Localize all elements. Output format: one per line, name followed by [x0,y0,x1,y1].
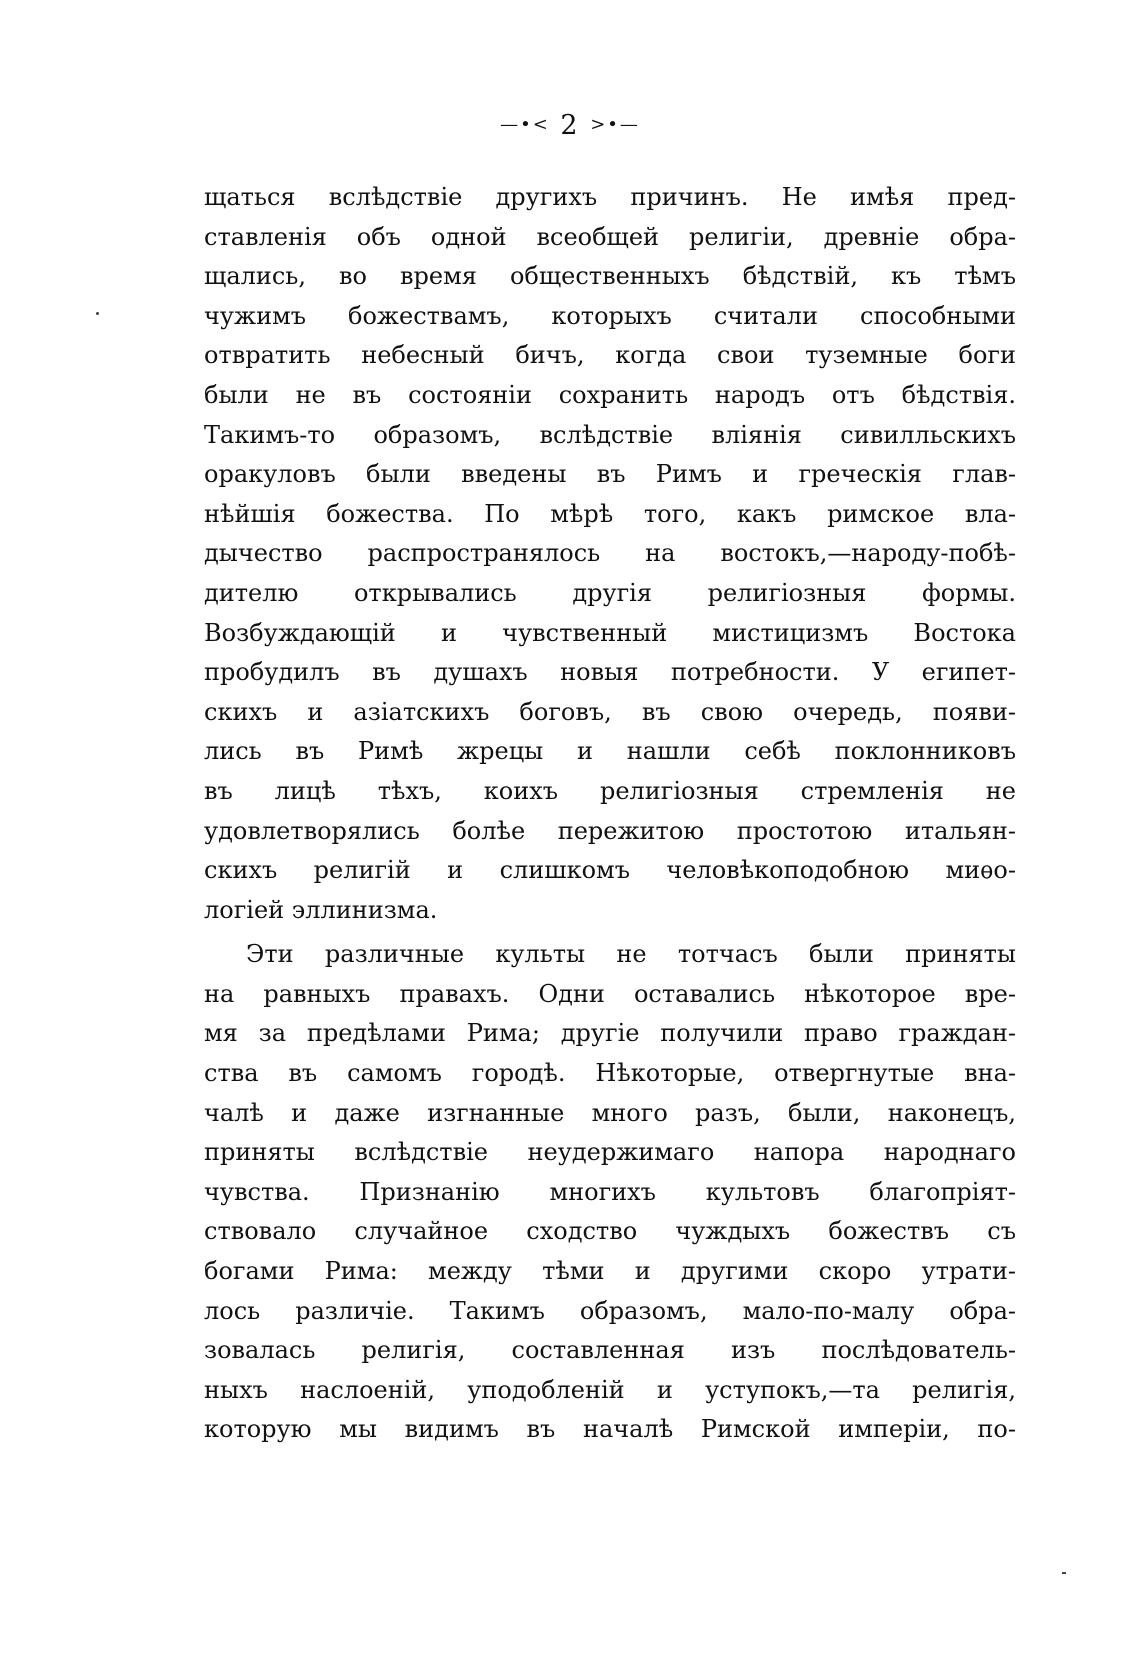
text-line: щались, во время общественныхъ бѣдствій, къ тѣмъ [204,262,1016,291]
text-line: въ лицѣ тѣхъ, коихъ религіозныя стремленія не [204,776,1016,805]
text-line: скихъ и азіатскихъ боговъ, въ свою очередь, появи- [204,697,1016,726]
text-line: Такимъ-то образомъ, вслѣдствіе вліянія сивилльскихъ [204,420,1016,449]
text-line: отвратить небесный бичъ, когда свои туземные боги [204,341,1016,370]
text-line: чужимъ божествамъ, которыхъ считали способными [204,301,1016,330]
text-line: ства въ самомъ городѣ. Нѣкоторые, отвергнутые вна- [204,1059,1016,1088]
text-line: Эти различные культы не тотчасъ были приняты [246,940,1016,969]
text-line: были не въ состояніи сохранить народъ отъ бѣдствія. [204,380,1016,409]
text-line: оракуловъ были введены въ Римъ и греческія глав- [204,460,1016,489]
text-line: пробудилъ въ душахъ новыя потребности. У египет- [204,658,1016,687]
text-line: зовалась религія, составленная изъ послѣдователь- [204,1336,1016,1365]
text-line: щаться вслѣдствіе другихъ причинъ. Не имѣя пред- [204,183,1016,211]
text-line: приняты вслѣдствіе неудержимаго напора народнаго [204,1138,1016,1167]
body-text [204,178,1016,1450]
text-line: Возбуждающій и чувственный мистицизмъ Востока [204,618,1016,647]
text-line: скихъ религій и слишкомъ человѣкоподобною миѳо- [204,856,1016,885]
text-line: на равныхъ правахъ. Одни оставались нѣкоторое вре- [204,979,1016,1008]
header-ornament-right: >•— [590,114,640,135]
paragraph-2 [204,935,1016,1450]
scan-speck [1062,1572,1066,1574]
text-line: чалѣ и даже изгнанные много разъ, были, наконецъ, [204,1098,1016,1127]
scan-speck [96,312,99,315]
text-line: лись въ Римѣ жрецы и нашли себѣ поклонниковъ [204,737,1016,766]
page-header [0,110,1140,141]
text-line: которую мы видимъ въ началѣ Римской имперіи, по- [204,1415,1016,1444]
text-line: мя за предѣлами Рима; другіе получили право граждан- [204,1019,1016,1048]
paragraph-1 [204,178,1016,930]
text-line: ставленія объ одной всеобщей религіи, древніе обра- [204,222,1016,251]
text-line: дычество распространялось на востокъ,—народу-побѣ- [204,539,1016,568]
header-ornament-left: —•< [500,114,550,135]
text-line: чувства. Признанію многихъ культовъ благопріят- [204,1177,1016,1206]
text-line: ныхъ наслоеній, уподобленій и уступокъ,—та религія, [204,1375,1016,1404]
text-line: ствовало случайное сходство чуждыхъ божествъ съ [204,1217,1016,1246]
text-line: нѣйшія божества. По мѣрѣ того, какъ римское вла- [204,499,1016,528]
text-line: дителю открывались другія религіозныя формы. [204,578,1016,607]
text-line: богами Рима: между тѣми и другими скоро утрати- [204,1257,1016,1286]
text-line: лось различіе. Такимъ образомъ, мало-по-малу обра- [204,1296,1016,1325]
text-line: логіей эллинизма. [204,895,438,924]
text-line: удовлетворялись болѣе пережитою простотою итальян- [204,816,1016,845]
page-number: 2 [560,110,580,141]
